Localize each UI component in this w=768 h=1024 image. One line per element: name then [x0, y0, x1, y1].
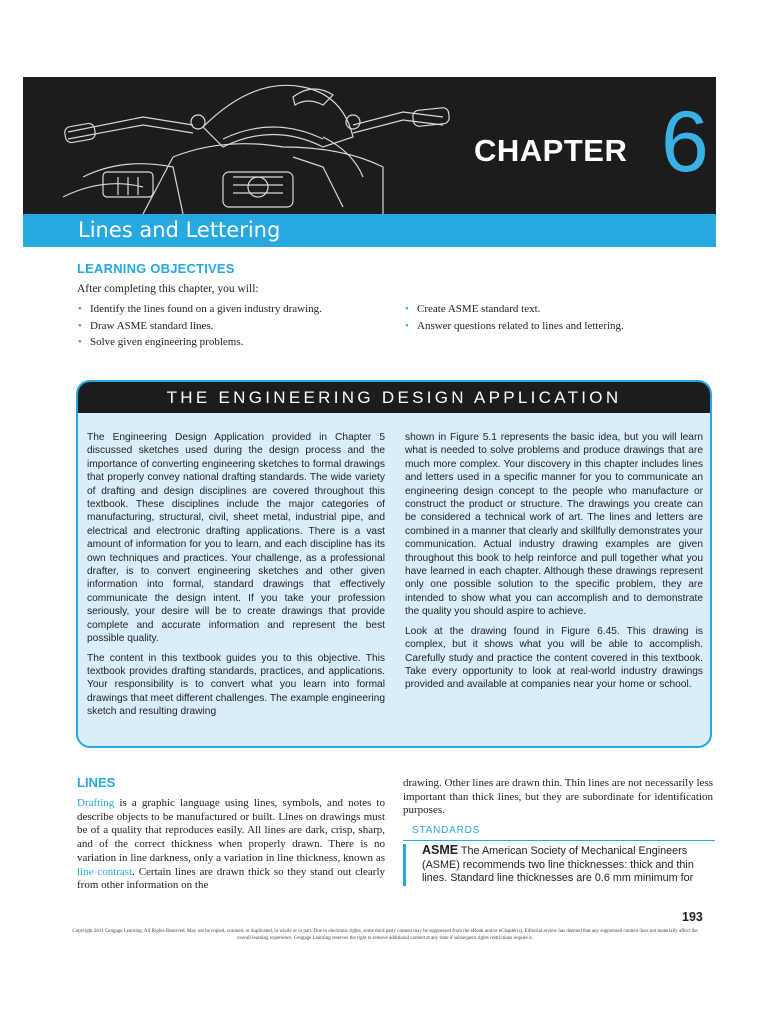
- bullet-icon: •: [405, 303, 409, 315]
- bullet-icon: •: [405, 319, 409, 332]
- objective-item: • Create ASME standard text.: [404, 301, 704, 318]
- bullet-icon: •: [78, 336, 82, 348]
- learning-objectives-heading: LEARNING OBJECTIVES: [77, 261, 235, 276]
- eda-left-column: [87, 431, 385, 725]
- chapter-title-bar: [23, 214, 716, 247]
- objective-item: • Draw ASME standard lines.: [77, 318, 377, 335]
- term-drafting[interactable]: Drafting: [77, 797, 115, 809]
- eda-paragraph: The content in this textbook guides you to this objective. This textbook provides drafting standards, practices, and applications. Your responsibility is to convert what you learn into formal drawings that meet different challenges. The example engineering sketch and resulting drawing: [87, 652, 385, 718]
- page-number: 193: [682, 910, 703, 924]
- copyright-notice: Copyright 2011 Cengage Learning. All Rights Reserved. May not be copied, scanned, or duplicated, in whole or in part. Due to electronic rights, some third party content may be suppressed from the eBook and/or eChapter(s). Editorial review has deemed that any suppressed content does not materially affect the overall learning experience. Cengage Learning reserves the right to remove additional content at any time if subsequent rights restrictions require it.: [72, 929, 698, 941]
- bullet-icon: •: [78, 303, 82, 315]
- standards-lead: ASME: [422, 843, 459, 857]
- objectives-list-right: [404, 301, 704, 334]
- standards-heading: STANDARDS: [403, 822, 715, 841]
- eda-paragraph: The Engineering Design Application provided in Chapter 5 discussed sketches used during the design process and the importance of converting engineering sketches to formal drawings that properly convey national drafting standards. The wide variety of drafting and design disciplines are covered throughout this textbook. These disciplines include the major categories of manufacturing, structural, civil, sheet metal, industrial pipe, and electrical and electronic drafting applications. There is a vast amount of information for you to learn, and each discipline has its own techniques and practices. Your challenge, as a professional drafter, is to convert engineering sketches and other given information into formal, standard drawings that effectively communicate the design intent. If you take your profession seriously, your desire will be to create drawings that provide complete and accurate information and represent the best possible quality.: [87, 432, 385, 645]
- objectives-list-left: [77, 301, 377, 351]
- lines-paragraph: Drafting is a graphic language using lines, symbols, and notes to describe objects to be manufactured or built. Lines on drawings must be of a quality that reproduces easily. All lines are dark, crisp, sharp, and of the correct thickness when properly drawn. There is no variation in line darkness, only a variation in line thickness, known as line contrast. Certain lines are drawn thick so they stand out clearly from other information on the: [77, 797, 385, 892]
- eda-title-bar: [78, 382, 710, 413]
- lines-paragraph-continued: drawing. Other lines are drawn thin. Thin lines are not necessarily less important than thick lines, but they are subordinate for identification purposes.: [403, 777, 713, 817]
- standards-text: ASME The American Society of Mechanical Engineers (ASME) recommends two line thicknesses: thick and thin lines. Standard line thicknesses are 0.6 mm minimum for: [403, 844, 713, 886]
- learning-objectives-intro: After completing this chapter, you will:: [77, 283, 259, 295]
- engineering-design-application-box: [76, 380, 712, 748]
- chapter-title: Lines and Lettering: [78, 218, 281, 242]
- objective-item: • Solve given engineering problems.: [77, 334, 377, 351]
- chapter-label: CHAPTER: [474, 133, 628, 168]
- chapter-header: [23, 77, 716, 214]
- eda-right-column: [405, 431, 703, 698]
- chapter-number: 6: [661, 94, 709, 190]
- objective-item: • Identify the lines found on a given industry drawing.: [77, 301, 377, 318]
- eda-title: THE ENGINEERING DESIGN APPLICATION: [166, 388, 622, 407]
- eda-paragraph: shown in Figure 5.1 represents the basic idea, but you will learn what is needed to solve problems and produce drawings that are much more complex. Your discovery in this chapter includes lines and letters used in a specific manner for you to communicate an engineering design concept to the people who manufacture or construct the product or structure. The drawings you create can be considered a technical work of art. The lines and letters are combined in a manner that clearly and skillfully demonstrates your communication. Actual industry drawing examples are given throughout this book to help reinforce and pull together what you have learned in each chapter. Although these drawings represent only one possible solution to the specific problem, they are intended to show what you can accomplish and to demonstrate the quality you should aspire to achieve.: [405, 432, 703, 618]
- objective-item: • Answer questions related to lines and lettering.: [404, 318, 704, 335]
- eda-paragraph: Look at the drawing found in Figure 6.45. This drawing is complex, but it shows what you will be able to accomplish. Carefully study and practice the content covered in this textbook. Take every opportunity to look at real-world industry drawings provided and available at companies near your home or school.: [405, 625, 703, 691]
- lines-heading: LINES: [77, 775, 116, 790]
- term-line-contrast[interactable]: line contrast: [77, 865, 133, 878]
- bullet-icon: •: [78, 319, 82, 332]
